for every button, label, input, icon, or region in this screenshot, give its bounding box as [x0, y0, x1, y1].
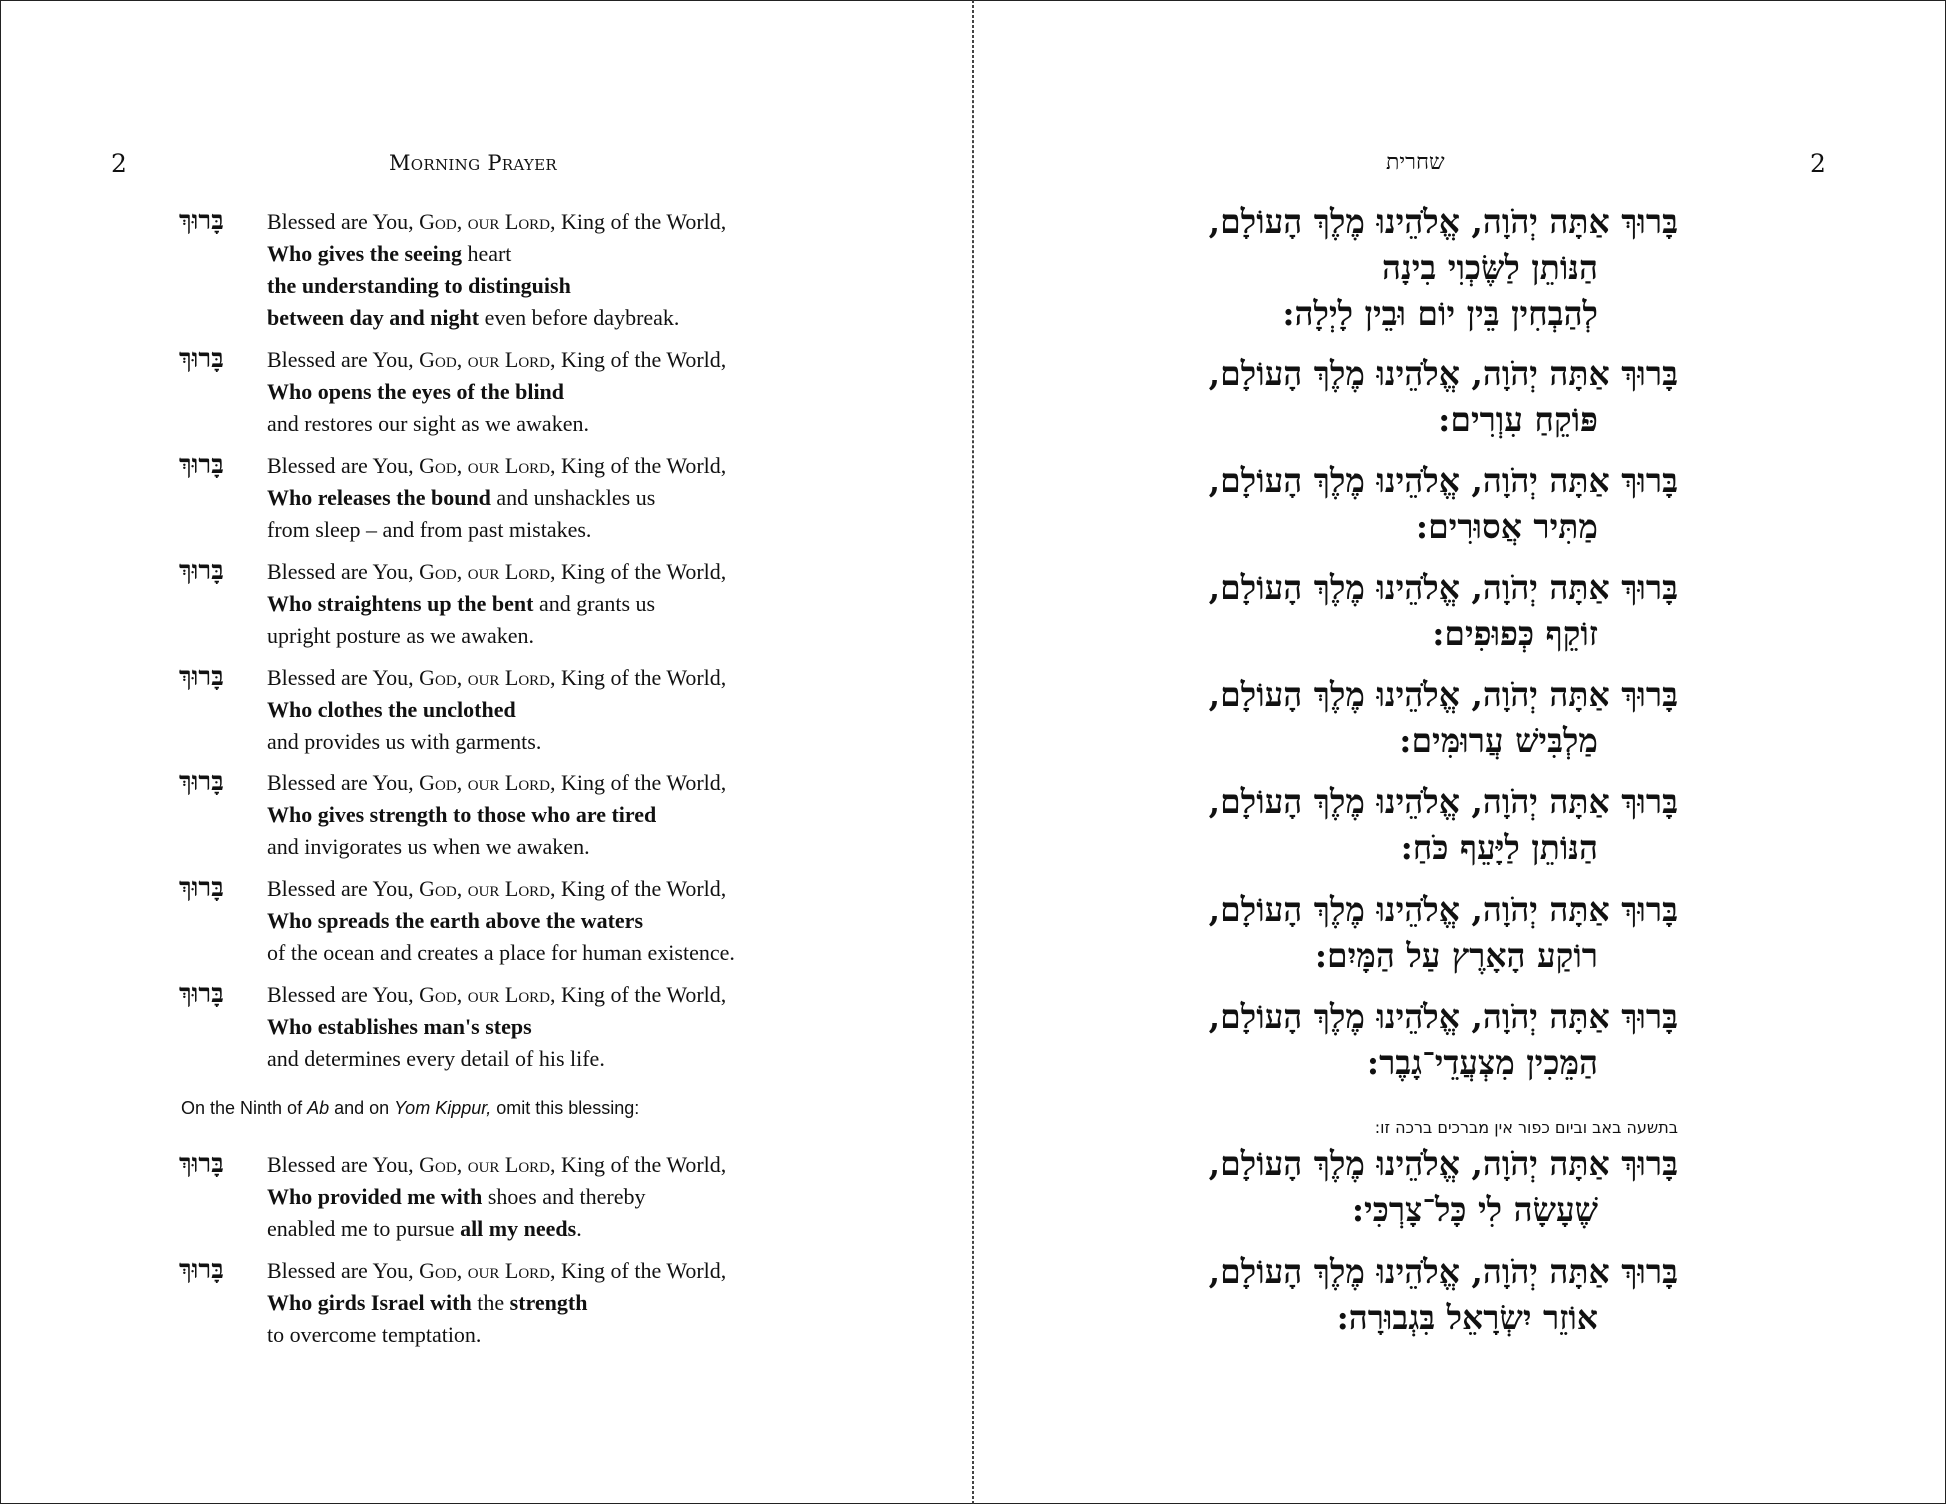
blessing-formula: Blessed are You, God, our Lord, King of the World,: [267, 559, 727, 584]
omission-instruction: On the Ninth of Ab and on Yom Kippur, omit this blessing:: [181, 1098, 640, 1118]
blessing-line-hebrew: מַתִּיר אֲסוּרִים:: [1415, 507, 1598, 546]
blessing-formula: Blessed are You, God, our Lord, King of the World,: [267, 209, 727, 234]
blessing-formula-hebrew: בָּרוּךְ אַתָּה יְהֹוָה, אֱלֹהֵינוּ מֶלֶךְ הָעוֹלָם,: [1208, 461, 1678, 500]
blessing-formula-hebrew: בָּרוּךְ אַתָּה יְהֹוָה, אֱלֹהֵינוּ מֶלֶךְ הָעוֹלָם,: [1208, 568, 1678, 607]
blessing-he: [1078, 458, 1678, 550]
blessing-line: Who gives strength to those who are tired: [267, 802, 657, 827]
blessing-formula: Blessed are You, God, our Lord, King of the World,: [267, 665, 727, 690]
blessing-line: from sleep – and from past mistakes.: [267, 517, 592, 542]
blessing-word: בָּרוּךְ: [179, 1255, 224, 1285]
blessing-formula-hebrew: בָּרוּךְ אַתָּה יְהֹוָה, אֱלֹהֵינוּ מֶלֶךְ הָעוֹלָם,: [1208, 782, 1678, 821]
blessing-line-hebrew: רוֹקַע הָאָרֶץ עַל הַמָּיִם:: [1314, 936, 1598, 975]
blessing-he: [1078, 1249, 1678, 1341]
blessing-line-hebrew: לְהַבְחִין בֵּין יוֹם וּבֵין לָיְלָה:: [1282, 294, 1598, 333]
blessing-he: [1078, 351, 1678, 443]
blessing-line-hebrew: שֶׁעָשָׂה לִי כָּל־צָרְכִּי:: [1351, 1190, 1598, 1229]
right-page: [973, 0, 1946, 1504]
blessing-line: Who releases the bound and unshackles us: [267, 485, 656, 510]
blessing-formula: Blessed are You, God, our Lord, King of the World,: [267, 1258, 727, 1283]
blessing-formula: Blessed are You, God, our Lord, King of the World,: [267, 347, 727, 372]
blessing-line: Who clothes the unclothed: [267, 697, 516, 722]
blessing-line: and restores our sight as we awaken.: [267, 411, 589, 436]
blessing-line-hebrew: הַנּוֹתֵן לַשֶּׂכְוִי בִינָה: [1382, 248, 1598, 287]
page-number: 2: [111, 149, 127, 178]
blessing-he: [1078, 672, 1678, 764]
blessing-line-hebrew: זוֹקֵף כְּפוּפִים:: [1432, 614, 1598, 653]
blessing-line: of the ocean and creates a place for human existence.: [267, 940, 735, 965]
blessing-word: בָּרוּךְ: [179, 344, 224, 374]
blessing-he: [1078, 994, 1678, 1086]
blessing-formula-hebrew: בָּרוּךְ אַתָּה יְהֹוָה, אֱלֹהֵינוּ מֶלֶךְ הָעוֹלָם,: [1208, 675, 1678, 714]
blessing-he: [1078, 779, 1678, 871]
blessing-word: בָּרוּךְ: [179, 979, 224, 1009]
blessing-line-hebrew: פּוֹקֵחַ עִוְרִים:: [1438, 400, 1598, 439]
page-number: 2: [1810, 149, 1826, 178]
blessing-word: בָּרוּךְ: [179, 662, 224, 692]
blessing-line: and provides us with garments.: [267, 729, 542, 754]
blessing-formula-hebrew: בָּרוּךְ אַתָּה יְהֹוָה, אֱלֹהֵינוּ מֶלֶךְ הָעוֹלָם,: [1208, 890, 1678, 929]
blessing-line: Who gives the seeing heart: [267, 241, 512, 266]
blessing-word: בָּרוּךְ: [179, 1149, 224, 1179]
omission-instruction-hebrew: בתשעה באב וביום כפור אין מברכים ברכה זו:: [1374, 1118, 1678, 1137]
blessing-line: Who establishes man's steps: [267, 1014, 532, 1039]
blessing-line: Who girds Israel with the strength: [267, 1290, 588, 1315]
blessing-he: [1078, 887, 1678, 979]
blessing-formula: Blessed are You, God, our Lord, King of the World,: [267, 770, 727, 795]
blessing-word: בָּרוּךְ: [179, 450, 224, 480]
blessing-formula-hebrew: בָּרוּךְ אַתָּה יְהֹוָה, אֱלֹהֵינוּ מֶלֶךְ הָעוֹלָם,: [1208, 997, 1678, 1036]
blessing-formula: Blessed are You, God, our Lord, King of the World,: [267, 876, 727, 901]
blessing-line: Who opens the eyes of the blind: [267, 379, 565, 404]
blessing-line: and determines every detail of his life.: [267, 1046, 605, 1071]
blessing-line: upright posture as we awaken.: [267, 623, 534, 648]
blessing-formula: Blessed are You, God, our Lord, King of the World,: [267, 453, 727, 478]
blessing-line: enabled me to pursue all my needs.: [267, 1216, 582, 1241]
blessing-line-hebrew: מַלְבִּישׁ עֲרוּמִּים:: [1399, 721, 1598, 760]
blessing-line: the understanding to distinguish: [267, 273, 571, 298]
blessing-formula-hebrew: בָּרוּךְ אַתָּה יְהֹוָה, אֱלֹהֵינוּ מֶלֶךְ הָעוֹלָם,: [1208, 354, 1678, 393]
blessing-he: [1078, 199, 1678, 337]
blessing-he: [1078, 1141, 1678, 1233]
blessing-word: בָּרוּךְ: [179, 873, 224, 903]
blessing-word: בָּרוּךְ: [179, 767, 224, 797]
blessing-line: between day and night even before daybreak.: [267, 305, 680, 330]
blessing-formula-hebrew: בָּרוּךְ אַתָּה יְהֹוָה, אֱלֹהֵינוּ מֶלֶךְ הָעוֹלָם,: [1208, 202, 1678, 241]
blessing-word: בָּרוּךְ: [179, 556, 224, 586]
blessing-line: Who provided me with shoes and thereby: [267, 1184, 646, 1209]
blessing-formula-hebrew: בָּרוּךְ אַתָּה יְהֹוָה, אֱלֹהֵינוּ מֶלֶךְ הָעוֹלָם,: [1208, 1252, 1678, 1291]
blessing-he: [1078, 565, 1678, 657]
running-head-hebrew: שחרית: [1386, 150, 1445, 175]
blessing-formula-hebrew: בָּרוּךְ אַתָּה יְהֹוָה, אֱלֹהֵינוּ מֶלֶךְ הָעוֹלָם,: [1208, 1144, 1678, 1183]
blessing-line: Who straightens up the bent and grants us: [267, 591, 656, 616]
blessing-line-hebrew: הַנּוֹתֵן לַיָּעֵף כֹּחַ:: [1400, 828, 1598, 867]
blessing-line: Who spreads the earth above the waters: [267, 908, 644, 933]
blessing-word: בָּרוּךְ: [179, 206, 224, 236]
blessing-line: and invigorates us when we awaken.: [267, 834, 590, 859]
blessing-line-hebrew: אוֹזֵר יִשְׂרָאֵל בִּגְבוּרָה:: [1336, 1298, 1598, 1337]
blessing-formula: Blessed are You, God, our Lord, King of the World,: [267, 1152, 727, 1177]
blessing-line-hebrew: הַמֵּכִין מִצְעֲדֵי־גָבֶר:: [1366, 1043, 1598, 1082]
blessing-line: to overcome temptation.: [267, 1322, 482, 1347]
running-head: Morning Prayer: [389, 151, 557, 175]
blessing-formula: Blessed are You, God, our Lord, King of the World,: [267, 982, 727, 1007]
